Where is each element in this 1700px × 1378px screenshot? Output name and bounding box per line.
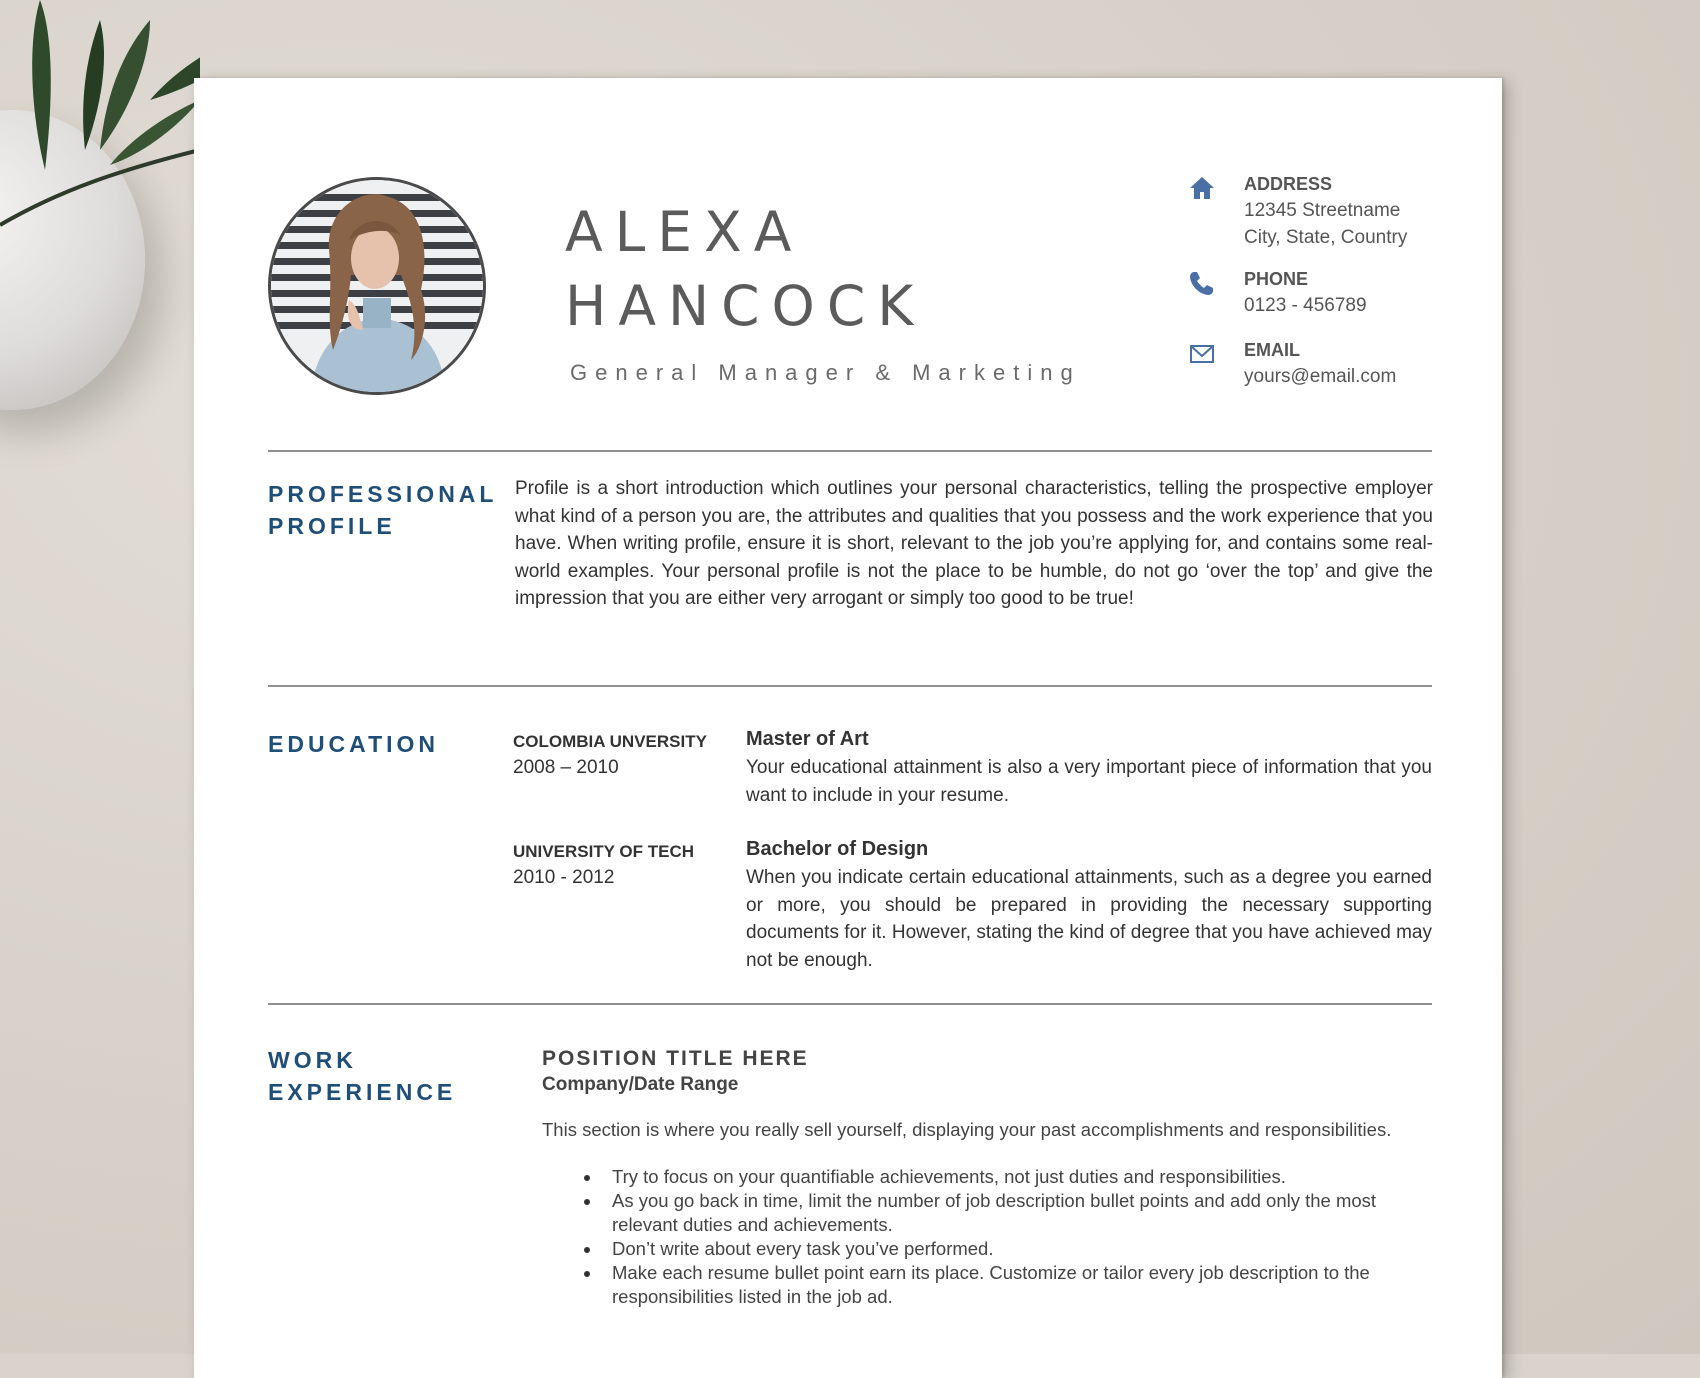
work-position-title: POSITION TITLE HERE xyxy=(542,1047,809,1070)
divider xyxy=(268,1003,1432,1005)
divider xyxy=(268,685,1432,687)
work-bullet-list xyxy=(542,1165,1434,1309)
list-item: Don’t write about every task you’ve performed. xyxy=(612,1237,1434,1261)
address-label: ADDRESS xyxy=(1244,174,1333,194)
profile-section-title xyxy=(268,478,497,542)
phone-value: 0123 - 456789 xyxy=(1244,295,1367,316)
education-school: COLOMBIA UNVERSITY xyxy=(513,732,707,751)
profile-photo xyxy=(268,177,486,395)
home-icon xyxy=(1188,174,1216,202)
email-value: yours@email.com xyxy=(1244,366,1397,387)
education-school: UNIVERSITY OF TECH xyxy=(513,842,695,861)
work-company-range: Company/Date Range xyxy=(542,1074,739,1095)
phone-icon xyxy=(1188,269,1216,297)
education-degree: Master of Art xyxy=(746,728,869,750)
education-degree: Bachelor of Design xyxy=(746,838,929,860)
work-title-line2: EXPERIENCE xyxy=(268,1079,457,1105)
plant-leaves xyxy=(0,0,200,240)
list-item: Try to focus on your quantifiable achievements, not just duties and responsibilities. xyxy=(612,1165,1434,1189)
work-section-title xyxy=(268,1044,456,1108)
email-label: EMAIL xyxy=(1244,340,1300,360)
profile-title-line2: PROFILE xyxy=(268,513,396,539)
list-item: As you go back in time, limit the number of job description bullet points and add only the most relevant duties and achievements. xyxy=(612,1189,1434,1237)
list-item: Make each resume bullet point earn its place. Customize or tailor every job description to the responsibilities listed in the job ad. xyxy=(612,1261,1434,1309)
first-name: ALEXA xyxy=(565,200,804,264)
profile-title-line1: PROFESSIONAL xyxy=(268,481,498,507)
phone-label: PHONE xyxy=(1244,269,1309,289)
resume-page xyxy=(194,78,1502,1378)
work-title-line1: WORK xyxy=(268,1047,357,1073)
address-line1: 12345 Streetname xyxy=(1244,200,1401,221)
education-years: 2010 - 2012 xyxy=(513,867,615,888)
last-name: HANCOCK xyxy=(565,274,926,338)
address-line2: City, State, Country xyxy=(1244,227,1408,248)
work-intro: This section is where you really sell yourself, displaying your past accomplishments and responsibilities. xyxy=(542,1119,1392,1140)
job-title: General Manager & Marketing xyxy=(570,360,1081,385)
divider xyxy=(268,450,1432,452)
education-section-title: EDUCATION xyxy=(268,731,440,757)
education-years: 2008 – 2010 xyxy=(513,757,619,778)
profile-text: Profile is a short introduction which outlines your personal characteristics, telling the prospective employer what kind of a person you are, the attributes and qualities that you possess and the work experience that you have. When writing profile, ensure it is short, relevant to the job you’re applying for, and contains some real-world examples. Your personal profile is not the place to be humble, do not go ‘over the top’ and give the impression that you are either very arrogant or simply too good to be true! xyxy=(515,478,1433,609)
envelope-icon xyxy=(1188,340,1216,368)
education-description: When you indicate certain educational attainments, such as a degree you earned or more, you should be prepared in providing the necessary supporting documents for it. However, stating the kind of degree that you have achieved may not be enough. xyxy=(746,867,1432,971)
education-description: Your educational attainment is also a very important piece of information that you want to include in your resume. xyxy=(746,757,1432,806)
